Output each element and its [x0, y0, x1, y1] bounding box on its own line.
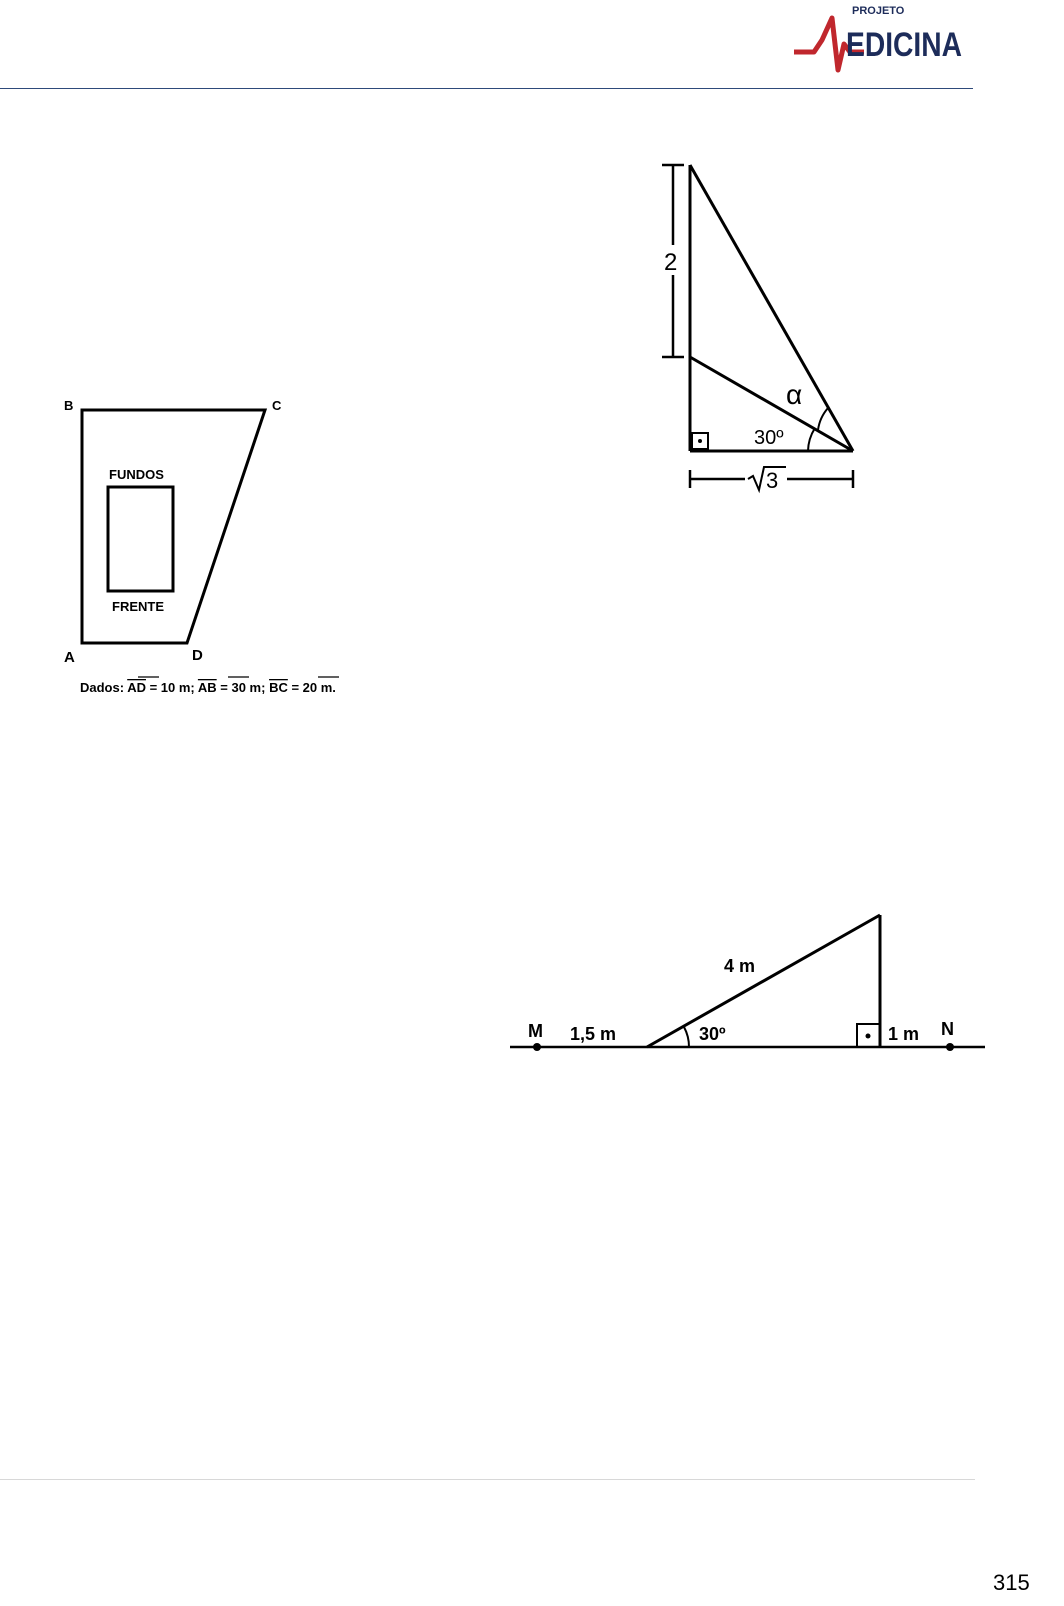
logo-top-text: PROJETO: [852, 5, 905, 17]
lot-caption: Dados: AD = 10 m; AB = 30 m; BC = 20 m.: [80, 680, 336, 695]
page-number: 315: [993, 1570, 1030, 1595]
triangle-figure: [650, 150, 870, 500]
house-rectangle: [108, 487, 173, 591]
logo-main-text: EDICINA: [846, 26, 962, 64]
point-n: [946, 1043, 954, 1051]
ramp-line: [647, 915, 880, 1047]
m-distance-label: 1,5 m: [570, 1024, 617, 1044]
lot-figure: [40, 395, 440, 705]
vertex-b-label: B: [64, 398, 74, 413]
house-bottom-label: FRENTE: [112, 599, 164, 614]
point-m: [533, 1043, 541, 1051]
ramp-figure: [500, 900, 1000, 1070]
angle-label: 30º: [699, 1024, 726, 1044]
n-label: N: [941, 1019, 954, 1039]
hypotenuse-long: [690, 165, 853, 451]
header-rule: [0, 88, 973, 89]
house-top-label: FUNDOS: [109, 467, 164, 482]
hyp-label: 4 m: [724, 956, 756, 976]
alpha-label: α: [786, 379, 803, 410]
angle-30-label: 30º: [754, 427, 784, 449]
vertex-c-label: C: [272, 398, 282, 413]
footer-rule: [0, 1479, 975, 1480]
base-label: 3: [766, 468, 779, 493]
n-distance-label: 1 m: [888, 1024, 920, 1044]
projeto-medicina-logo: [792, 0, 972, 82]
m-label: M: [528, 1021, 543, 1041]
vertex-a-label: A: [64, 649, 75, 666]
height-label: 2: [664, 249, 678, 276]
vertex-d-label: D: [192, 647, 203, 664]
